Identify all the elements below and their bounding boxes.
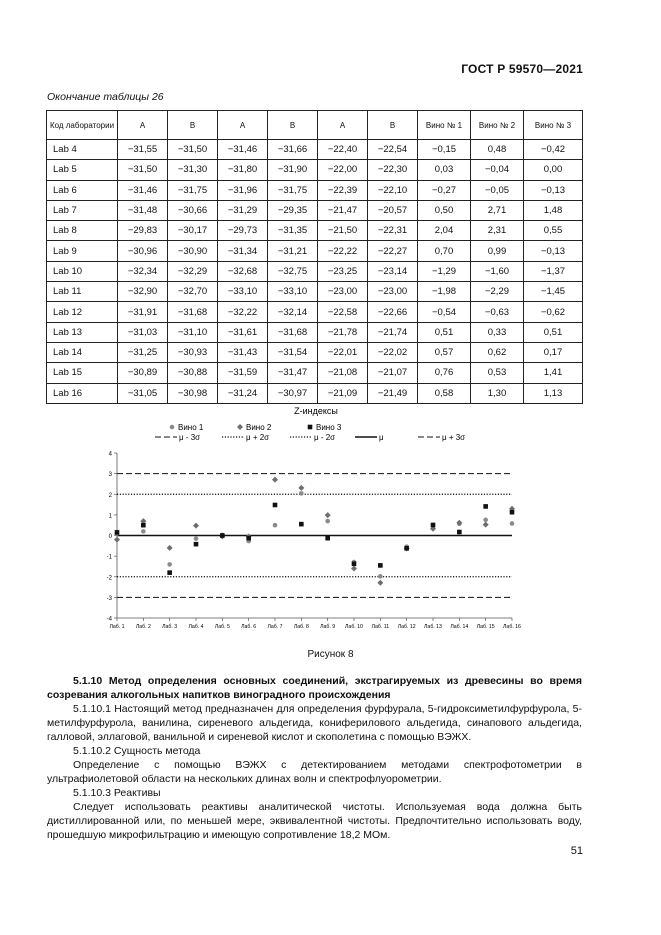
value-cell: −22,66 — [368, 302, 418, 322]
paragraph-5-1-10-2: Определение с помощью ВЭЖХ с детектированием методами спектрофотометрии в ультрафиолетовой области на нескольких длинах волн и спектрофлуорометрии. — [47, 759, 582, 786]
table-body — [47, 140, 583, 404]
value-cell: −1,60 — [471, 261, 524, 281]
data-point — [167, 562, 172, 567]
data-point — [457, 530, 462, 535]
value-cell: −31,48 — [118, 200, 168, 220]
value-cell: −22,00 — [318, 160, 368, 180]
x-tick-label: Лаб. 8 — [293, 624, 309, 630]
value-cell: 2,71 — [471, 200, 524, 220]
x-tick-label: Лаб. 9 — [320, 624, 336, 630]
value-cell: −31,35 — [268, 221, 318, 241]
data-point — [378, 563, 383, 568]
value-cell: −31,34 — [218, 241, 268, 261]
table-row — [47, 342, 583, 362]
value-cell: −31,03 — [118, 322, 168, 342]
value-cell: −1,29 — [418, 261, 471, 281]
value-cell: −31,46 — [118, 180, 168, 200]
value-cell: −31,29 — [218, 200, 268, 220]
value-cell: −0,04 — [471, 160, 524, 180]
value-cell: 0,70 — [418, 241, 471, 261]
value-cell: −31,91 — [118, 302, 168, 322]
value-cell: −32,22 — [218, 302, 268, 322]
data-point — [378, 574, 383, 579]
value-cell: −23,14 — [368, 261, 418, 281]
data-point — [167, 570, 172, 575]
column-header: B — [168, 111, 218, 140]
data-point — [298, 485, 304, 491]
table-row — [47, 282, 583, 302]
data-point — [141, 529, 146, 534]
value-cell: −31,80 — [218, 160, 268, 180]
legend-label: Вино 2 — [246, 423, 272, 432]
data-point — [483, 518, 488, 523]
column-header: A — [118, 111, 168, 140]
value-cell: 2,31 — [471, 221, 524, 241]
value-cell: −1,37 — [524, 261, 583, 281]
data-point — [377, 580, 383, 586]
x-tick-label: Лаб. 10 — [345, 624, 363, 630]
value-cell: 0,00 — [524, 160, 583, 180]
x-tick-label: Лаб. 15 — [476, 624, 495, 630]
value-cell: −30,97 — [268, 383, 318, 403]
lab-code-cell: Lab 11 — [47, 282, 118, 302]
table-row — [47, 241, 583, 261]
value-cell: −31,61 — [218, 322, 268, 342]
legend-label: μ + 3σ — [442, 433, 466, 442]
value-cell: −31,50 — [118, 160, 168, 180]
data-point — [273, 503, 278, 508]
value-cell: −22,31 — [368, 221, 418, 241]
value-cell: 0,76 — [418, 363, 471, 383]
legend-marker — [308, 425, 313, 430]
value-cell: −2,29 — [471, 282, 524, 302]
value-cell: −23,00 — [318, 282, 368, 302]
value-cell: −22,40 — [318, 140, 368, 160]
value-cell: −22,22 — [318, 241, 368, 261]
section-title: 5.1.10 Метод определения основных соединений, экстрагируемых из древесины во время созревания алкогольных напитков виноградного происхождения — [47, 675, 582, 702]
lab-code-cell: Lab 10 — [47, 261, 118, 281]
value-cell: −22,02 — [368, 342, 418, 362]
value-cell: 0,57 — [418, 342, 471, 362]
value-cell: −0,54 — [418, 302, 471, 322]
value-cell: −31,66 — [268, 140, 318, 160]
value-cell: −0,27 — [418, 180, 471, 200]
value-cell: −32,75 — [268, 261, 318, 281]
value-cell: −1,45 — [524, 282, 583, 302]
x-tick-label: Лаб. 3 — [162, 624, 178, 630]
data-point — [273, 523, 278, 528]
table-row — [47, 180, 583, 200]
x-tick-label: Лаб. 6 — [241, 624, 257, 630]
value-cell: −30,98 — [168, 383, 218, 403]
value-cell: −31,68 — [268, 322, 318, 342]
y-tick-label: 4 — [108, 451, 112, 458]
value-cell: −0,62 — [524, 302, 583, 322]
data-point — [352, 561, 357, 566]
value-cell: 1,13 — [524, 383, 583, 403]
column-header: B — [268, 111, 318, 140]
data-point — [114, 537, 120, 543]
x-tick-label: Лаб. 11 — [371, 624, 390, 630]
value-cell: 0,99 — [471, 241, 524, 261]
table-row — [47, 322, 583, 342]
paragraph-5-1-10-1: 5.1.10.1 Настоящий метод предназначен для определения фурфурала, 5-гидроксиметилфурфурола, 5-метилфурфурола, ванилина, сиреневого альдегида, кониферилового альдегида, синапового альдегида, галловой, эллаговой, ванильной и сиреневой кислот и скополетина с помощью ВЭЖХ. — [47, 703, 582, 744]
value-cell: −29,73 — [218, 221, 268, 241]
value-cell: −31,46 — [218, 140, 268, 160]
value-cell: 1,48 — [524, 200, 583, 220]
page-number: 51 — [570, 845, 583, 857]
value-cell: 0,62 — [471, 342, 524, 362]
value-cell: 0,17 — [524, 342, 583, 362]
table-row — [47, 140, 583, 160]
value-cell: −31,59 — [218, 363, 268, 383]
paragraph-5-1-10-3: Следует использовать реактивы аналитической чистоты. Используемая вода должна быть дистиллированной или, по меньшей мере, эквивалентной чистоты. Предпочтительно использовать воду, прошедшую микрофильтрацию и имеющую сопротивление 18,2 МОм. — [47, 801, 582, 842]
value-cell: 0,03 — [418, 160, 471, 180]
value-cell: −31,24 — [218, 383, 268, 403]
value-cell: −31,68 — [168, 302, 218, 322]
value-cell: −31,30 — [168, 160, 218, 180]
value-cell: −20,57 — [368, 200, 418, 220]
value-cell: −23,25 — [318, 261, 368, 281]
data-point — [193, 523, 199, 529]
data-point — [483, 504, 488, 509]
value-cell: −29,83 — [118, 221, 168, 241]
value-cell: −32,34 — [118, 261, 168, 281]
value-cell: 2,04 — [418, 221, 471, 241]
column-header: Вино № 3 — [524, 111, 583, 140]
z-index-chart — [100, 403, 532, 645]
data-point — [510, 521, 515, 526]
lab-code-cell: Lab 15 — [47, 363, 118, 383]
data-point — [246, 536, 251, 541]
y-tick-label: -4 — [106, 616, 112, 623]
value-cell: 0,50 — [418, 200, 471, 220]
x-tick-label: Лаб. 12 — [397, 624, 416, 630]
value-cell: −32,68 — [218, 261, 268, 281]
legend-label: Вино 3 — [316, 423, 342, 432]
value-cell: −21,74 — [368, 322, 418, 342]
y-tick-label: -1 — [106, 554, 112, 561]
value-cell: −31,54 — [268, 342, 318, 362]
legend-marker — [237, 424, 243, 430]
value-cell: −32,70 — [168, 282, 218, 302]
value-cell: −21,08 — [318, 363, 368, 383]
lab-code-cell: Lab 12 — [47, 302, 118, 322]
lab-code-cell: Lab 13 — [47, 322, 118, 342]
legend-label: Вино 1 — [178, 423, 204, 432]
lab-code-cell: Lab 7 — [47, 200, 118, 220]
value-cell: −29,35 — [268, 200, 318, 220]
x-tick-label: Лаб. 16 — [503, 624, 521, 630]
value-cell: −22,54 — [368, 140, 418, 160]
lab-code-cell: Lab 8 — [47, 221, 118, 241]
value-cell: 0,33 — [471, 322, 524, 342]
table-caption: Окончание таблицы 26 — [47, 91, 164, 103]
value-cell: 0,51 — [418, 322, 471, 342]
lab-code-cell: Lab 14 — [47, 342, 118, 362]
table-row — [47, 261, 583, 281]
value-cell: −21,78 — [318, 322, 368, 342]
data-point — [299, 491, 304, 496]
value-cell: −22,01 — [318, 342, 368, 362]
value-cell: −31,96 — [218, 180, 268, 200]
value-cell: −31,50 — [168, 140, 218, 160]
legend-label: μ — [379, 433, 384, 442]
value-cell: −30,93 — [168, 342, 218, 362]
value-cell: −30,17 — [168, 221, 218, 241]
value-cell: 0,51 — [524, 322, 583, 342]
value-cell: −0,13 — [524, 241, 583, 261]
table-row — [47, 200, 583, 220]
data-point — [220, 533, 225, 538]
value-cell: −31,47 — [268, 363, 318, 383]
value-cell: 0,55 — [524, 221, 583, 241]
value-cell: −30,89 — [118, 363, 168, 383]
column-header: A — [318, 111, 368, 140]
value-cell: −31,90 — [268, 160, 318, 180]
value-cell: −21,09 — [318, 383, 368, 403]
value-cell: −0,05 — [471, 180, 524, 200]
column-header: B — [368, 111, 418, 140]
y-tick-label: -2 — [106, 575, 112, 582]
column-header-lab-code: Код лаборатории — [47, 111, 118, 140]
x-tick-label: Лаб. 14 — [450, 624, 469, 630]
y-tick-label: 3 — [108, 472, 112, 479]
value-cell: −1,98 — [418, 282, 471, 302]
column-header: Вино № 1 — [418, 111, 471, 140]
column-header: Вино № 2 — [471, 111, 524, 140]
value-cell: 1,41 — [524, 363, 583, 383]
value-cell: −31,10 — [168, 322, 218, 342]
data-point — [272, 477, 278, 483]
lab-code-cell: Lab 9 — [47, 241, 118, 261]
value-cell: −22,27 — [368, 241, 418, 261]
column-header: A — [218, 111, 268, 140]
value-cell: −31,05 — [118, 383, 168, 403]
y-tick-label: 1 — [108, 513, 112, 520]
value-cell: −0,63 — [471, 302, 524, 322]
value-cell: 0,58 — [418, 383, 471, 403]
value-cell: −31,21 — [268, 241, 318, 261]
value-cell: −32,29 — [168, 261, 218, 281]
data-point — [404, 546, 409, 551]
x-tick-label: Лаб. 13 — [424, 624, 442, 630]
chart-title: Z-индексы — [294, 406, 338, 416]
value-cell: −21,50 — [318, 221, 368, 241]
data-point — [510, 510, 515, 515]
table-row — [47, 363, 583, 383]
value-cell: −31,55 — [118, 140, 168, 160]
document-code: ГОСТ Р 59570—2021 — [461, 62, 583, 76]
value-cell: −21,47 — [318, 200, 368, 220]
data-point — [325, 519, 330, 524]
y-tick-label: 0 — [108, 534, 112, 540]
x-tick-label: Лаб. 1 — [109, 624, 125, 630]
x-tick-label: Лаб. 5 — [214, 624, 230, 630]
x-tick-label: Лаб. 2 — [135, 624, 151, 630]
data-point — [431, 523, 436, 528]
table-row — [47, 160, 583, 180]
data-point — [456, 520, 462, 526]
value-cell: −31,75 — [268, 180, 318, 200]
data-point — [325, 512, 331, 518]
value-cell: −22,30 — [368, 160, 418, 180]
y-tick-label: 2 — [108, 492, 112, 499]
data-table — [46, 110, 583, 404]
table-row — [47, 383, 583, 403]
value-cell: −31,43 — [218, 342, 268, 362]
legend-label: μ + 2σ — [246, 433, 270, 442]
table-header-row — [47, 111, 583, 140]
legend-label: μ - 2σ — [314, 433, 336, 442]
value-cell: −21,49 — [368, 383, 418, 403]
data-point — [483, 522, 489, 528]
figure-caption: Рисунок 8 — [307, 649, 354, 660]
y-tick-label: -3 — [106, 595, 112, 602]
legend-label: μ - 3σ — [179, 433, 201, 442]
value-cell: 0,48 — [471, 140, 524, 160]
value-cell: −22,39 — [318, 180, 368, 200]
lab-code-cell: Lab 6 — [47, 180, 118, 200]
value-cell: −32,90 — [118, 282, 168, 302]
value-cell: −0,15 — [418, 140, 471, 160]
lab-code-cell: Lab 4 — [47, 140, 118, 160]
value-cell: −30,66 — [168, 200, 218, 220]
value-cell: −33,10 — [218, 282, 268, 302]
value-cell: −30,90 — [168, 241, 218, 261]
table-row — [47, 221, 583, 241]
data-point — [115, 530, 120, 535]
heading-5-1-10-3: 5.1.10.3 Реактивы — [73, 787, 161, 799]
data-point — [351, 566, 357, 572]
data-point — [141, 523, 146, 528]
value-cell: −22,10 — [368, 180, 418, 200]
table-row — [47, 302, 583, 322]
lab-code-cell: Lab 5 — [47, 160, 118, 180]
value-cell: −0,13 — [524, 180, 583, 200]
value-cell: −0,42 — [524, 140, 583, 160]
value-cell: 1,30 — [471, 383, 524, 403]
data-point — [167, 545, 173, 551]
legend-marker — [170, 425, 175, 430]
value-cell: −31,75 — [168, 180, 218, 200]
x-tick-label: Лаб. 4 — [188, 624, 204, 630]
value-cell: −30,88 — [168, 363, 218, 383]
value-cell: −31,25 — [118, 342, 168, 362]
data-point — [299, 522, 304, 527]
lab-code-cell: Lab 16 — [47, 383, 118, 403]
value-cell: −22,58 — [318, 302, 368, 322]
data-point — [325, 536, 330, 541]
value-cell: −30,96 — [118, 241, 168, 261]
x-tick-label: Лаб. 7 — [267, 624, 283, 630]
value-cell: −21,07 — [368, 363, 418, 383]
value-cell: −32,14 — [268, 302, 318, 322]
value-cell: 0,53 — [471, 363, 524, 383]
value-cell: −23,00 — [368, 282, 418, 302]
data-point — [194, 542, 199, 547]
heading-5-1-10-2: 5.1.10.2 Сущность метода — [73, 745, 201, 757]
value-cell: −33,10 — [268, 282, 318, 302]
data-point — [194, 536, 199, 541]
